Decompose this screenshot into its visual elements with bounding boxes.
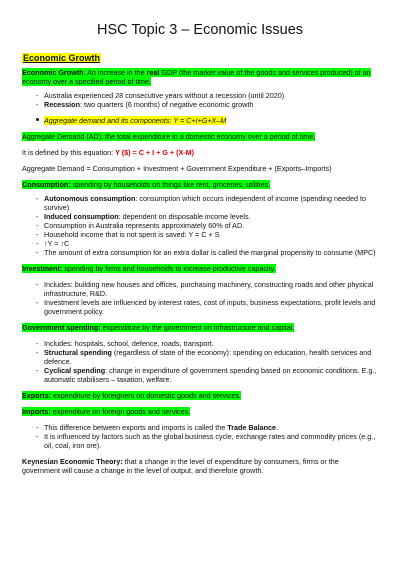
consumption-list [22,194,378,257]
list-item: - Includes: building new houses and offices, purchasing machinery, constructing roads and other physical infrastructure, R&D. [36,280,374,298]
ad-components-list [22,116,378,125]
list-item: - Australia experienced 28 consecutive years without a recession (until 2020) [36,91,285,100]
list-item: - Includes: hospitals, school, defence, roads, transport. [36,339,214,348]
list-item: - ↑Y = ↑C [36,239,70,248]
list-item: - Induced consumption: dependent on disposable income levels. [36,212,251,221]
keynesian-theory: Keynesian Economic Theory: that a change in the level of expenditure by consumers, firms or the government will cause a change in the level of output, and therefore growth. [22,457,339,475]
growth-definition: Economic Growth: An increase in the real GDP (the market value of the goods and services produced) of an economy over a specified period of time. [22,68,371,86]
list-item: - Household income that is not spent is saved: Y = C + S [36,230,220,239]
list-item: - Structural spending (regardless of state of the economy): spending on education, health services and defence. [36,348,372,366]
exports-definition: Exports: expenditure by foreigners on domestic goods and services. [22,391,241,400]
list-item: - Cyclical spending: change in expenditure of government spending based on economic conditions. E.g., automatic stabilisers – taxation, welfare. [36,366,377,384]
growth-list [22,91,378,109]
list-item: - Investment levels are influenced by interest rates, cost of inputs, business expectations, profit levels and government policy. [36,298,376,316]
consumption-definition: Consumption: spending by households on things like rent, groceries, utilities. [22,180,271,189]
ad-definition: Aggregate Demand (AD): the total expenditure in a domestic economy over a period of time. [22,132,316,141]
list-item: - It is influenced by factors such as the global business cycle, exchange rates and commodity prices (e.g., oil, coal, iron ore). [36,432,376,450]
investment-definition: Investment: spending by firms and households to increase productive capacity. [22,264,276,273]
list-item: - Autonomous consumption: consumption which occurs independent of income (spending needed to survive) [36,194,366,212]
government-list [22,339,378,384]
ad-long-equation: Aggregate Demand = Consumption + Investment + Government Expenditure + (Exports–Imports) [22,164,332,173]
government-definition: Government spending: expenditure by the government on infrastructure and capital. [22,323,295,332]
section-heading: Economic Growth [23,53,101,63]
list-item: - The amount of extra consumption for an extra dollar is called the marginal propensity to consume (MPC) [36,248,376,257]
imports-definition: Imports: expenditure on foreign goods and services. [22,407,191,416]
list-item: - Recession: two quarters (6 months) of negative economic growth [36,100,254,109]
imports-list [22,423,378,450]
list-item: Aggregate demand and its components: Y = C+I+G+X–M [22,116,378,125]
page-title: HSC Topic 3 – Economic Issues [96,22,304,38]
ad-equation: It is defined by this equation: Y ($) = C + I + G + (X-M) [22,148,195,157]
list-item: - This difference between exports and imports is called the Trade Balance. [36,423,278,432]
list-item: - Consumption in Australia represents approximately 60% of AD. [36,221,245,230]
investment-list [22,280,378,316]
